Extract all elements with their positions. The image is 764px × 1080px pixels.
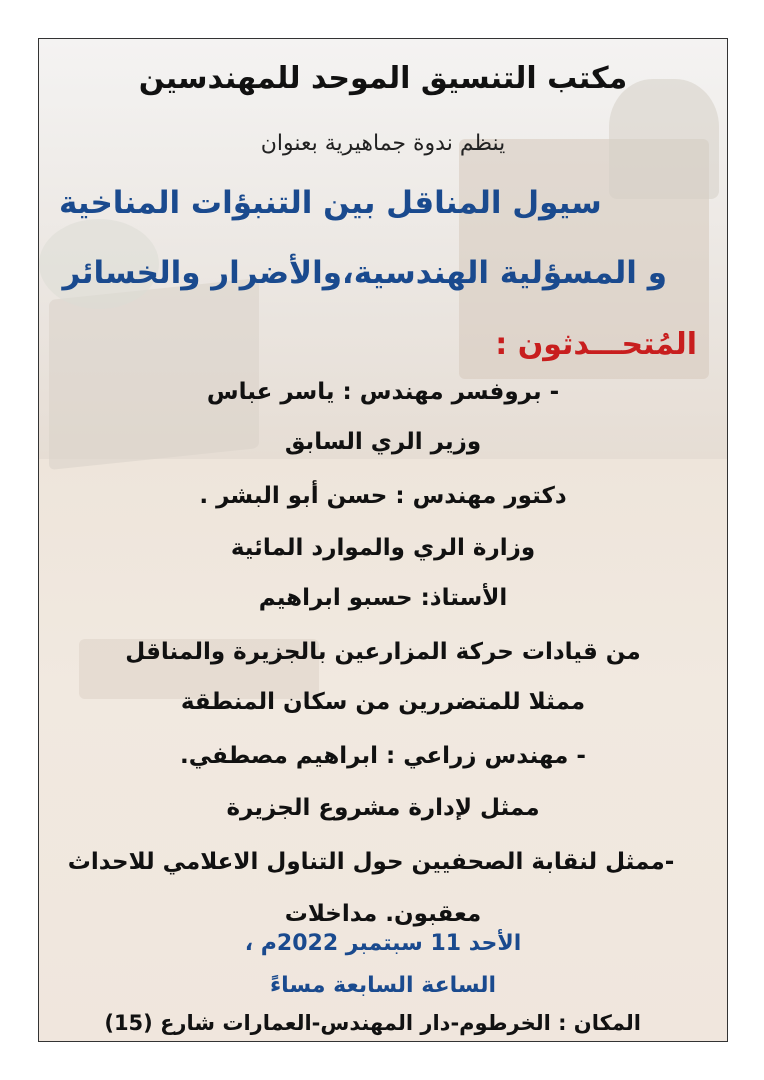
speaker-line: -ممثل لنقابة الصحفيين حول التناول الاعلامي للاحداث xyxy=(67,849,675,875)
speaker-line: - مهندس زراعي : ابراهيم مصطفي. xyxy=(180,743,586,769)
speaker-line: الأستاذ: حسبو ابراهيم xyxy=(258,585,508,611)
speaker-line: دكتور مهندس : حسن أبو البشر . xyxy=(199,483,567,509)
organization-name: مكتب التنسيق الموحد للمهندسين xyxy=(138,61,628,96)
event-location: المكان : الخرطوم-دار المهندس-العمارات شارع (15) xyxy=(104,1011,641,1035)
speaker-line: من قيادات حركة المزارعين بالجزيرة والمناقل xyxy=(125,639,641,665)
speaker-line: وزارة الري والموارد المائية xyxy=(230,535,536,561)
organizes-seminar-text: ينظم ندوة جماهيرية بعنوان xyxy=(260,131,506,156)
seminar-title-line-1: سيول المناقل بين التنبؤات المناخية xyxy=(59,185,602,221)
speaker-line: - بروفسر مهندس : ياسر عباس xyxy=(206,379,560,405)
speaker-line: معقبون. مداخلات xyxy=(284,901,482,927)
event-flyer xyxy=(38,38,728,1042)
flyer-text xyxy=(39,39,727,1041)
speaker-line: ممثلا للمتضررين من سكان المنطقة xyxy=(180,689,586,715)
event-time: الساعة السابعة مساءً xyxy=(269,973,497,998)
speakers-heading: المُتحـــدثون : xyxy=(495,327,697,362)
event-date: الأحد 11 سبتمبر 2022م ، xyxy=(244,931,522,956)
speaker-line: وزير الري السابق xyxy=(284,429,482,455)
speaker-line: ممثل لإدارة مشروع الجزيرة xyxy=(226,795,540,821)
seminar-title-line-2: و المسؤلية الهندسية،والأضرار والخسائر xyxy=(62,255,667,291)
